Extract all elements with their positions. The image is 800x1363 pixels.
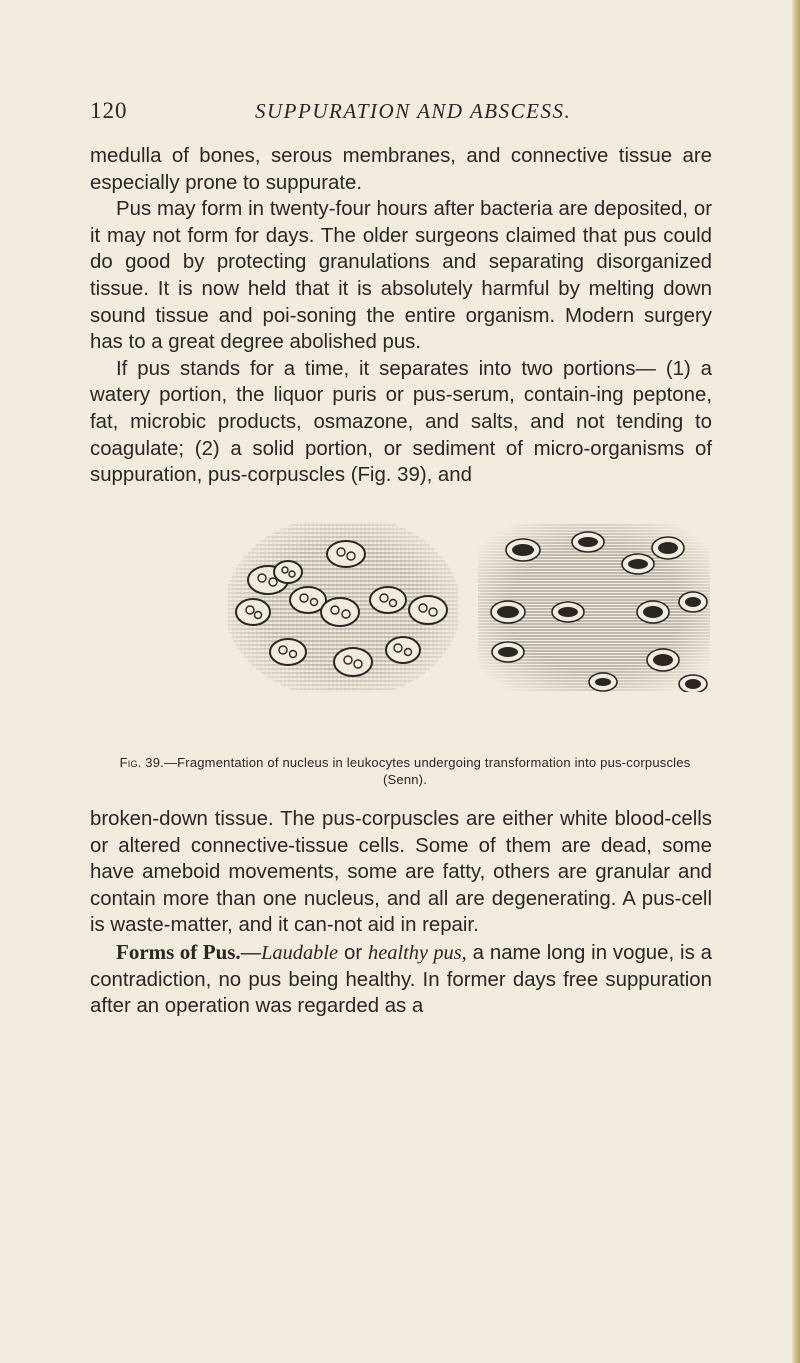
- figure-caption-text: —Fragmentation of nucleus in leukocytes undergoing transformation into pus-corpuscles (Senn).: [163, 755, 691, 787]
- paragraph-forms-of-pus: [90, 939, 712, 1020]
- body-text-bottom: [90, 806, 712, 1020]
- page-number: 120: [90, 98, 128, 123]
- figure-caption: [110, 754, 700, 788]
- page-header: [90, 98, 710, 128]
- paragraph: Pus may form in twenty-four hours after bacteria are deposited, or it may not form for days. The older surgeons claimed that pus could do good by protecting granulations and separating disorganized tissue. It is now held that it is absolutely harmful by melting down sound tissue and poi-soning the entire organism. Modern surgery has to a great degree abolished pus.: [90, 198, 712, 354]
- figure-label: Fig. 39.: [119, 755, 164, 770]
- dash: —: [240, 941, 262, 964]
- term-laudable: Laudable: [261, 941, 339, 964]
- page-edge: [792, 0, 800, 1363]
- conjunction: or: [338, 941, 368, 964]
- section-heading: Forms of Pus.: [116, 939, 241, 964]
- body-text-top: [90, 143, 712, 489]
- term-healthy-pus: healthy pus,: [368, 941, 467, 964]
- running-head: SUPPURATION AND ABSCESS.: [255, 99, 572, 123]
- paragraph: broken-down tissue. The pus-corpuscles are either white blood-cells or altered connective-tissue cells. Some of them are dead, some have ameboid movements, some are fatty, others are granular and contain more than one nucleus, and all are degenerating. A pus-cell is waste-matter, and it can-not aid in repair.: [90, 808, 712, 937]
- paragraph: medulla of bones, serous membranes, and connective tissue are especially prone to suppurate.: [90, 145, 712, 194]
- paragraph: If pus stands for a time, it separates into two portions— (1) a watery portion, the liquor puris or pus-serum, contain-ing peptone, fat, microbic products, osmazone, and salts, and not tending to coagulate; (2) a solid portion, or sediment of micro-organisms of suppuration, pus-corpuscles (Fig. 39), and: [90, 357, 712, 487]
- figure-lower-panels-container: [228, 686, 712, 744]
- paragraph-rest: a name long in vogue, is a contradiction, no pus being healthy. In former days free suppuration after an operation was regarded as a: [90, 941, 712, 1018]
